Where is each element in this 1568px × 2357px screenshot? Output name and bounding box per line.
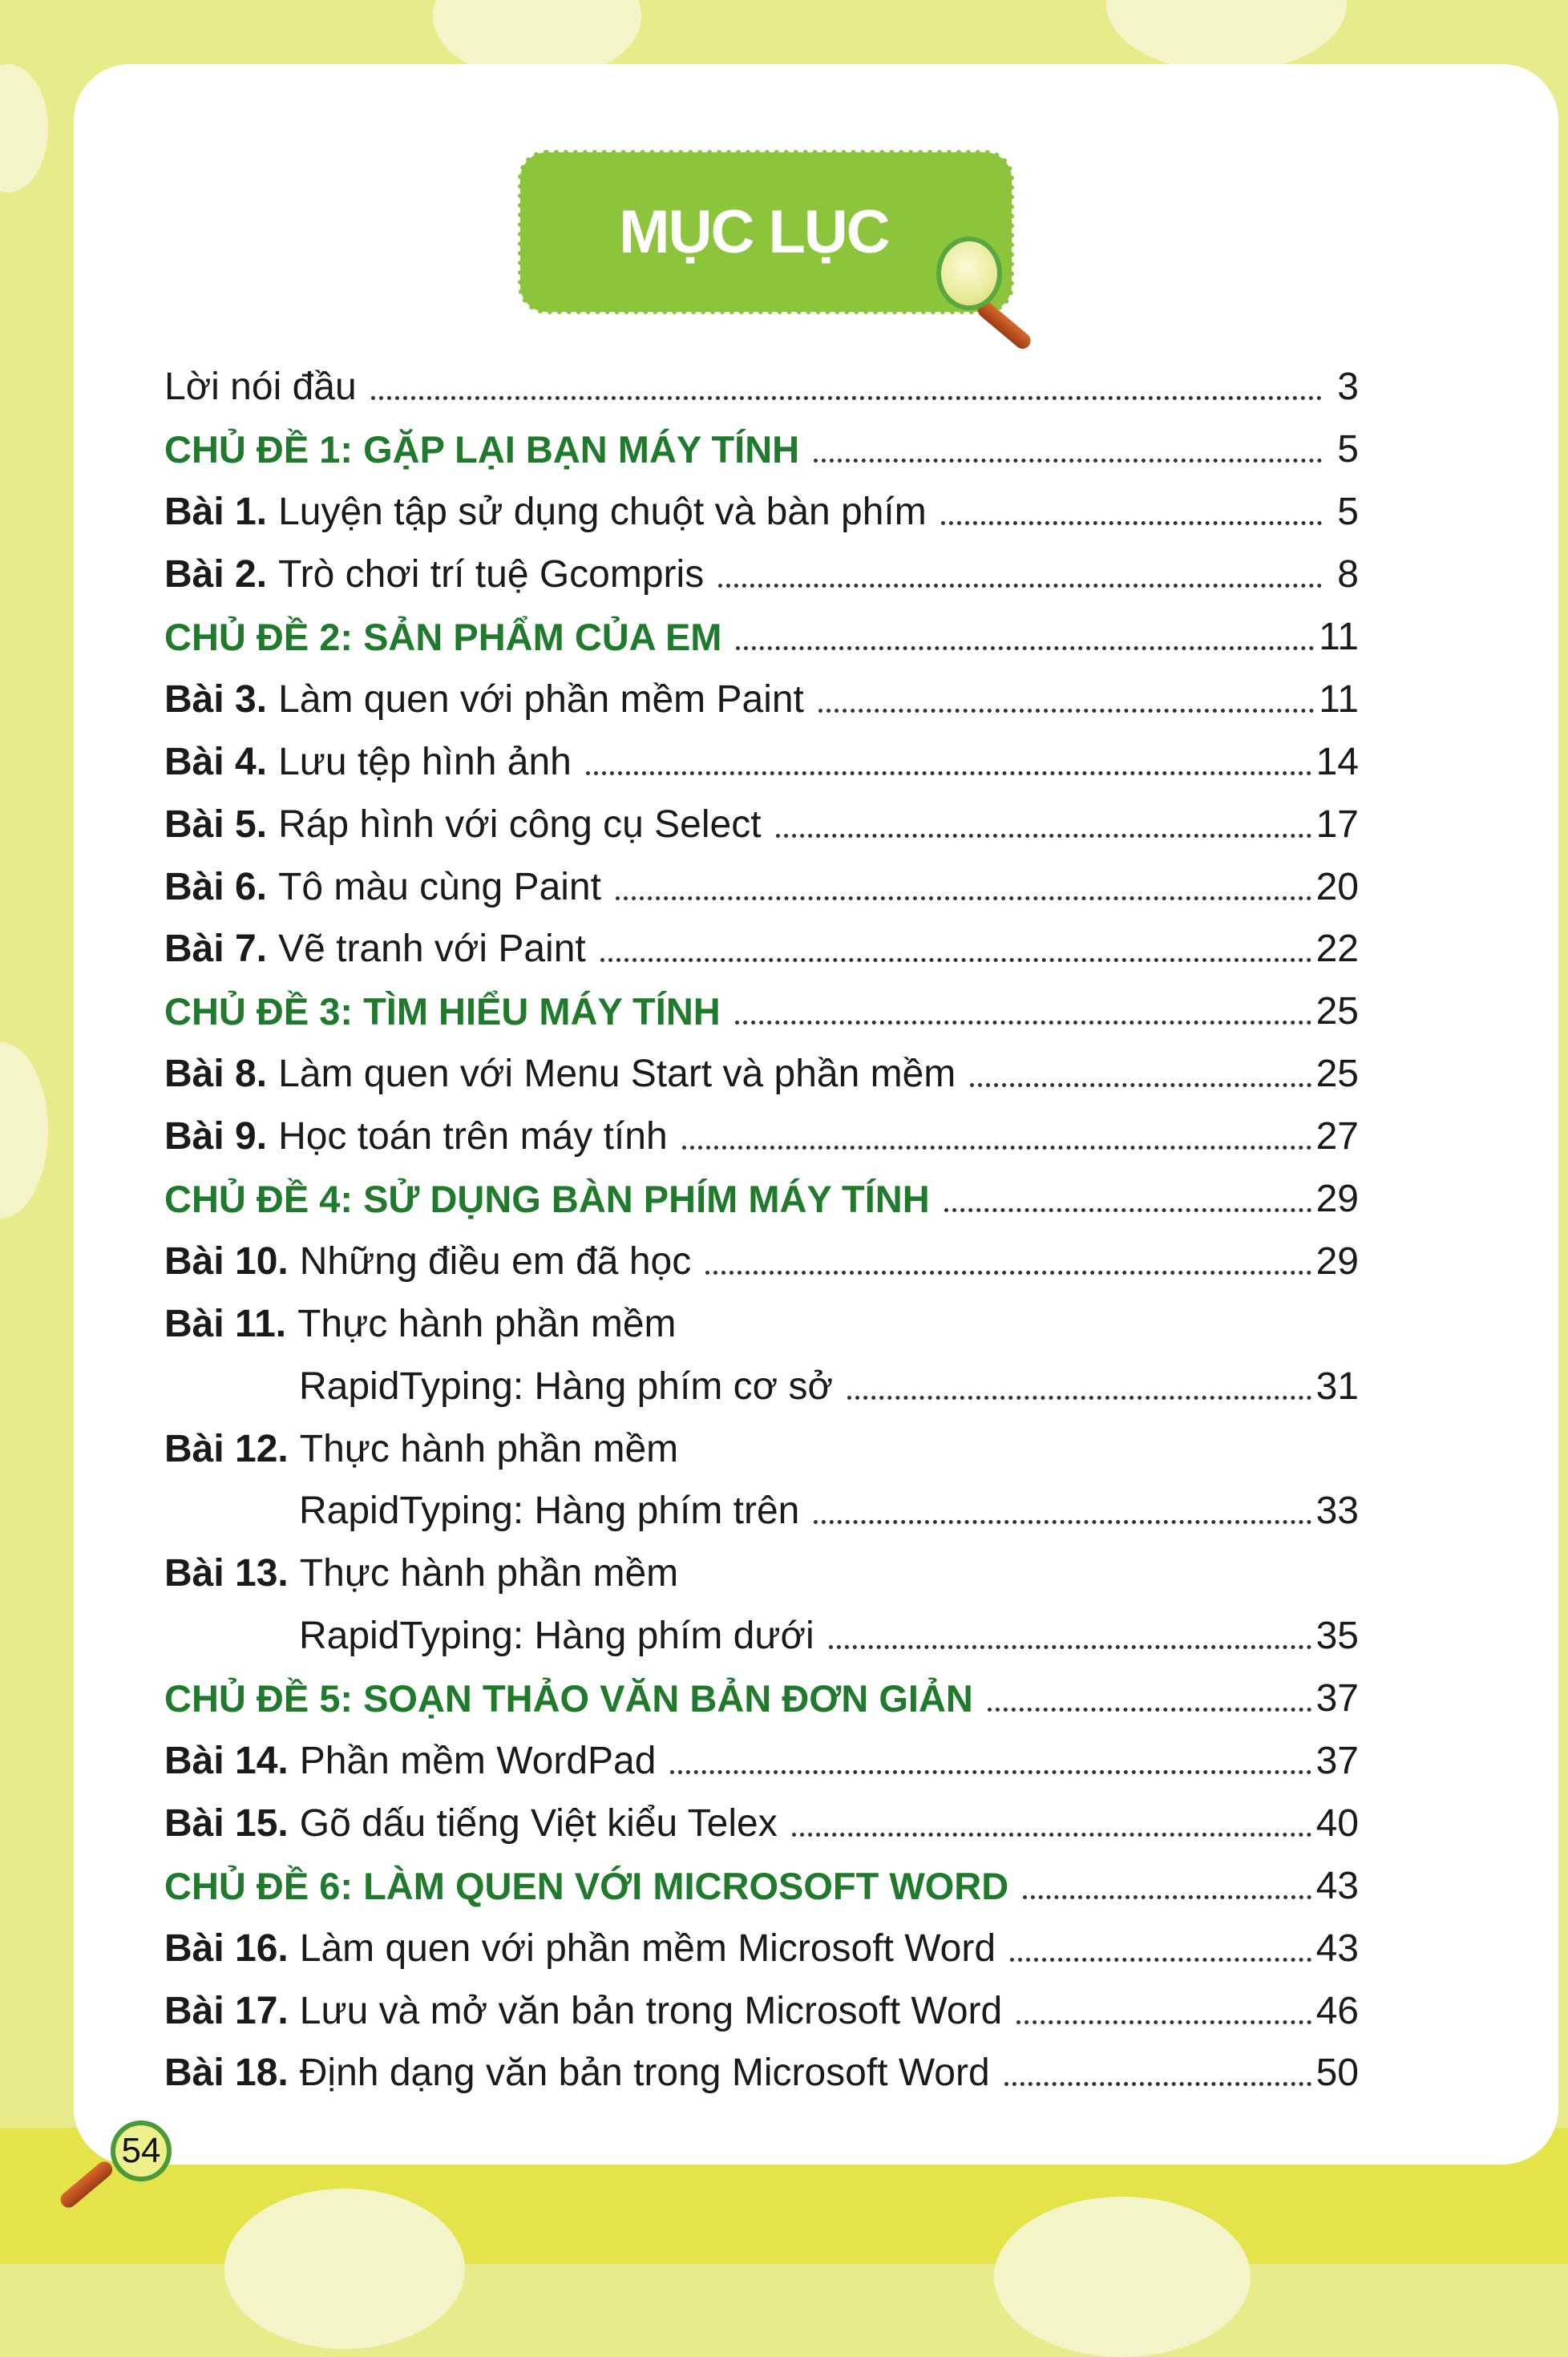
lesson-number: Bài 7. — [164, 928, 268, 971]
entry-title: Lời nói đầu — [164, 366, 357, 409]
lesson-number: Bài 11. — [164, 1302, 287, 1345]
page-ref: 46 — [1315, 1989, 1359, 2032]
toc-entry[interactable] — [164, 668, 1359, 730]
page-ref: 31 — [1315, 1364, 1359, 1408]
lesson-number: Bài 15. — [164, 1801, 289, 1845]
dot-leader — [776, 834, 1311, 838]
page-ref: 22 — [1315, 928, 1359, 971]
page-ref: 37 — [1315, 1740, 1359, 1783]
dot-leader — [735, 1021, 1311, 1025]
dot-leader — [718, 584, 1322, 588]
toc-entry[interactable] — [164, 1043, 1359, 1106]
dot-leader — [600, 958, 1311, 962]
page-title: MỤC LỤC — [619, 198, 889, 266]
toc-entry[interactable] — [164, 855, 1359, 918]
page-ref: 25 — [1315, 1053, 1359, 1096]
toc-entry[interactable] — [164, 1417, 1359, 1480]
toc-topic-entry[interactable] — [164, 1854, 1359, 1917]
dot-leader — [814, 1520, 1311, 1524]
dot-leader — [586, 771, 1311, 775]
page-ref: 50 — [1315, 2052, 1359, 2095]
entry-title: Luyện tập sử dụng chuột và bàn phím — [278, 491, 927, 534]
entry-title: CHỦ ĐỀ 4: SỬ DỤNG BÀN PHÍM MÁY TÍNH — [164, 1178, 930, 1221]
entry-title: Định dạng văn bản trong Microsoft Word — [299, 2052, 990, 2095]
entry-title: RapidTyping: Hàng phím trên — [299, 1490, 800, 1533]
lesson-number: Bài 16. — [164, 1926, 289, 1970]
dot-leader — [705, 1271, 1311, 1275]
page-ref: 20 — [1315, 865, 1359, 908]
toc-topic-entry[interactable] — [164, 1168, 1359, 1231]
page-ref: 11 — [1319, 677, 1359, 721]
entry-title: Trò chơi trí tuệ Gcompris — [278, 553, 705, 596]
page-ref: 3 — [1337, 366, 1359, 409]
dot-leader — [1004, 2082, 1311, 2086]
page-ref: 8 — [1337, 553, 1359, 596]
entry-title: Thực hành phần mềm — [299, 1552, 679, 1595]
toc-entry[interactable] — [164, 918, 1359, 980]
title-badge — [524, 156, 1008, 308]
entry-title: CHỦ ĐỀ 2: SẢN PHẨM CỦA EM — [164, 616, 722, 658]
toc-entry[interactable] — [164, 1480, 1359, 1542]
page-ref: 5 — [1337, 491, 1359, 534]
bg-bubble — [1106, 0, 1347, 72]
dot-leader — [829, 1645, 1311, 1649]
entry-title: CHỦ ĐỀ 5: SOẠN THẢO VĂN BẢN ĐƠN GIẢN — [164, 1677, 973, 1720]
page-ref: 11 — [1319, 616, 1359, 658]
entry-title: Thực hành phần mềm — [297, 1302, 677, 1345]
lesson-number: Bài 8. — [164, 1053, 268, 1096]
entry-title: Phần mềm WordPad — [299, 1740, 657, 1783]
lesson-number: Bài 2. — [164, 553, 268, 596]
dot-leader — [847, 1396, 1311, 1400]
entry-title: Làm quen với phần mềm Paint — [278, 677, 804, 721]
toc-entry[interactable] — [164, 1292, 1359, 1355]
lesson-number: Bài 13. — [164, 1552, 289, 1595]
entry-title: Làm quen với Menu Start và phần mềm — [278, 1053, 956, 1096]
toc-entry[interactable] — [164, 793, 1359, 855]
toc-topic-entry[interactable] — [164, 1668, 1359, 1730]
page-ref: 25 — [1315, 990, 1359, 1033]
page-ref: 37 — [1315, 1677, 1359, 1720]
dot-leader — [616, 896, 1311, 900]
page-ref: 43 — [1315, 1926, 1359, 1970]
entry-title: RapidTyping: Hàng phím cơ sở — [299, 1364, 833, 1408]
entry-title: CHỦ ĐỀ 1: GẶP LẠI BẠN MÁY TÍNH — [164, 428, 800, 471]
toc-entry[interactable] — [164, 1792, 1359, 1854]
entry-title: Thực hành phần mềm — [299, 1427, 679, 1470]
entry-title: Những điều em đã học — [299, 1239, 692, 1283]
dot-leader — [944, 1208, 1311, 1212]
page-ref: 43 — [1315, 1864, 1359, 1907]
bg-bubble — [994, 2197, 1251, 2357]
entry-title: Ráp hình với công cụ Select — [278, 803, 762, 846]
bg-bubble — [0, 64, 48, 192]
lesson-number: Bài 12. — [164, 1427, 289, 1470]
lesson-number: Bài 3. — [164, 677, 268, 721]
toc-entry[interactable] — [164, 1979, 1359, 2042]
page-ref: 40 — [1315, 1801, 1359, 1845]
lesson-number: Bài 9. — [164, 1115, 268, 1158]
lesson-number: Bài 18. — [164, 2052, 289, 2095]
page-ref: 5 — [1337, 428, 1359, 471]
dot-leader — [988, 1708, 1311, 1712]
dot-leader — [941, 521, 1322, 525]
dot-leader — [670, 1770, 1311, 1774]
toc-entry[interactable] — [164, 1106, 1359, 1168]
entry-title: Làm quen với phần mềm Microsoft Word — [299, 1926, 996, 1970]
toc-entry[interactable] — [164, 356, 1359, 418]
dot-leader — [814, 459, 1322, 463]
toc-entry[interactable] — [164, 1605, 1359, 1668]
page-ref: 14 — [1315, 740, 1359, 783]
entry-title: CHỦ ĐỀ 6: LÀM QUEN VỚI MICROSOFT WORD — [164, 1864, 1009, 1907]
toc-entry[interactable] — [164, 544, 1359, 606]
dot-leader — [736, 646, 1314, 650]
entry-title: Lưu tệp hình ảnh — [278, 740, 572, 783]
toc-entry[interactable] — [164, 1730, 1359, 1793]
dot-leader — [970, 1083, 1311, 1087]
entry-title: RapidTyping: Hàng phím dưới — [299, 1615, 814, 1658]
entry-title: Gõ dấu tiếng Việt kiểu Telex — [299, 1801, 778, 1845]
toc-topic-entry[interactable] — [164, 606, 1359, 669]
toc-topic-entry[interactable] — [164, 418, 1359, 481]
toc-entry[interactable] — [164, 2042, 1359, 2104]
toc-entry[interactable] — [164, 1355, 1359, 1417]
page-ref: 35 — [1315, 1615, 1359, 1658]
entry-title: Học toán trên máy tính — [278, 1115, 668, 1158]
toc-entry[interactable] — [164, 1917, 1359, 1979]
entry-title: Vẽ tranh với Paint — [278, 928, 586, 971]
magnifier-icon — [936, 237, 1002, 310]
dot-leader — [682, 1146, 1311, 1150]
lesson-number: Bài 1. — [164, 491, 268, 534]
page-ref: 17 — [1315, 803, 1359, 846]
toc-entry[interactable] — [164, 481, 1359, 544]
lesson-number: Bài 5. — [164, 803, 268, 846]
page-ref: 27 — [1315, 1115, 1359, 1158]
dot-leader — [1023, 1895, 1311, 1899]
bg-bubble — [0, 1042, 48, 1219]
page-ref: 33 — [1315, 1490, 1359, 1533]
dot-leader — [371, 396, 1322, 400]
dot-leader — [792, 1833, 1311, 1837]
lesson-number: Bài 10. — [164, 1239, 289, 1283]
entry-title: Lưu và mở văn bản trong Microsoft Word — [299, 1989, 1003, 2032]
page-ref: 29 — [1315, 1178, 1359, 1221]
bg-bubble — [224, 2189, 465, 2349]
lesson-number: Bài 6. — [164, 865, 268, 908]
page-number: 54 — [121, 2131, 161, 2170]
dot-leader — [1016, 2020, 1311, 2024]
dot-leader — [1010, 1958, 1311, 1962]
toc-entry[interactable] — [164, 730, 1359, 793]
lesson-number: Bài 14. — [164, 1740, 289, 1783]
entry-title: Tô màu cùng Paint — [278, 865, 601, 908]
lesson-number: Bài 17. — [164, 1989, 289, 2032]
table-of-contents — [164, 356, 1359, 2104]
toc-entry[interactable] — [164, 1230, 1359, 1292]
toc-entry[interactable] — [164, 1542, 1359, 1605]
dot-leader — [818, 709, 1314, 713]
page-ref: 29 — [1315, 1239, 1359, 1283]
entry-title: CHỦ ĐỀ 3: TÌM HIỂU MÁY TÍNH — [164, 990, 721, 1033]
page-number-badge — [111, 2120, 172, 2181]
toc-topic-entry[interactable] — [164, 980, 1359, 1043]
lesson-number: Bài 4. — [164, 740, 268, 783]
